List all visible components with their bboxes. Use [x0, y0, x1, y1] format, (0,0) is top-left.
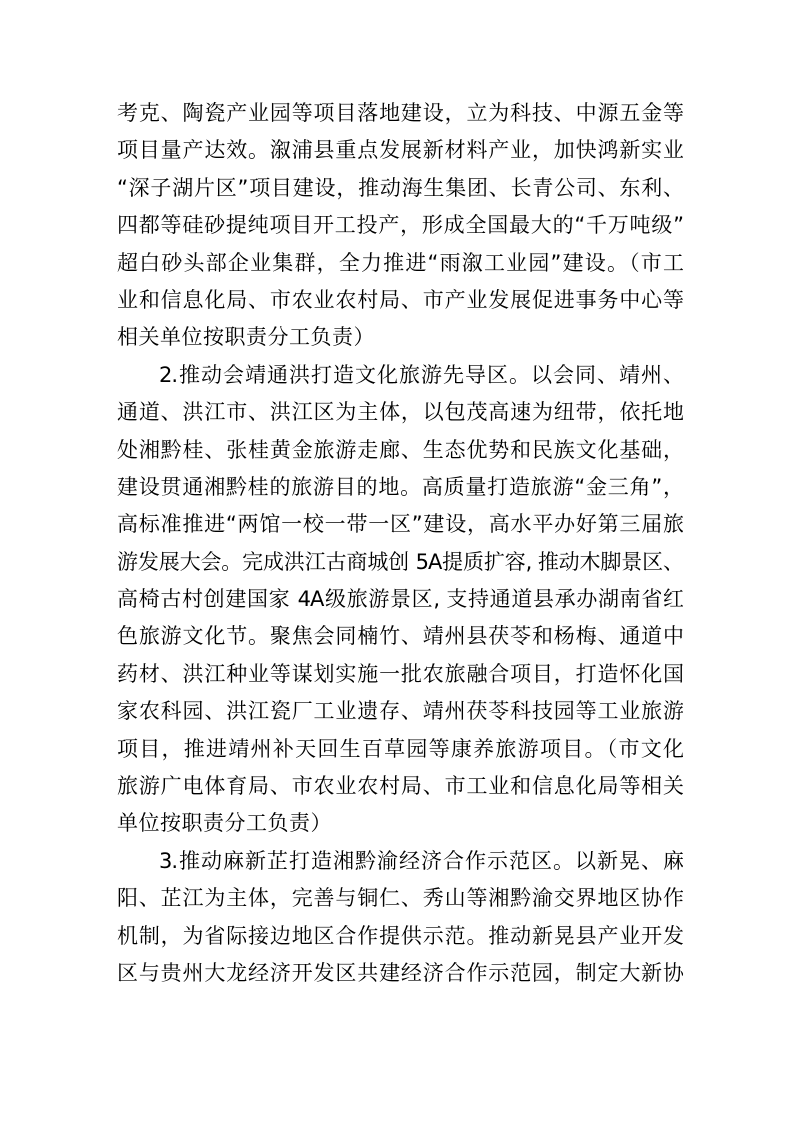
text-line: 色旅游文化节。聚焦会同楠竹、靖州县茯苓和杨梅、通道中	[117, 624, 683, 649]
text-line: 处湘黔桂、张桂黄金旅游走廊、生态优势和民族文化基础，	[117, 437, 683, 462]
text-line: 阳、芷江为主体，完善与铜仁、秀山等湘黔渝交界地区协作	[117, 886, 683, 911]
text-line: 四都等硅砂提纯项目开工投产，形成全国最大的“千万吨级”	[117, 213, 683, 238]
text-line: 项目，推进靖州补天回生百草园等康养旅游项目。（市文化	[117, 736, 683, 761]
text-line: 单位按职责分工负责）	[117, 811, 332, 836]
text-line: 相关单位按职责分工负责）	[117, 325, 375, 350]
document-body	[117, 95, 683, 992]
text-line: 游发展大会。完成洪江古商城创 5A提质扩容, 推动木脚景区、	[117, 549, 683, 574]
text-line: 药材、洪江种业等谋划实施一批农旅融合项目，打造怀化国	[117, 661, 683, 686]
text-line: 考克、陶瓷产业园等项目落地建设，立为科技、中源五金等	[117, 101, 683, 125]
paragraph	[117, 843, 683, 993]
text-line: “深子湖片区”项目建设，推动海生集团、长青公司、东利、	[117, 175, 683, 200]
paragraph	[117, 95, 683, 357]
text-line: 家农科园、洪江瓷厂工业遗存、靖州茯苓科技园等工业旅游	[117, 699, 683, 724]
text-line: 高标准推进“两馆一校一带一区”建设，高水平办好第三届旅	[117, 512, 683, 537]
text-line: 项目量产达效。溆浦县重点发展新材料产业，加快鸿新实业	[117, 138, 683, 163]
text-line: 区与贵州大龙经济开发区共建经济合作示范园，制定大新协	[117, 960, 683, 985]
text-line: 业和信息化局、市农业农村局、市产业发展促进事务中心等	[117, 287, 683, 312]
text-line: 3.推动麻新芷打造湘黔渝经济合作示范区。以新晃、麻	[159, 848, 683, 873]
text-line: 建设贯通湘黔桂的旅游目的地。高质量打造旅游“金三角”，	[117, 474, 683, 499]
text-line: 超白砂头部企业集群，全力推进“雨溆工业园”建设。（市工	[117, 250, 683, 275]
text-line: 高椅古村创建国家 4A级旅游景区, 支持通道县承办湖南省红	[117, 587, 683, 612]
text-line: 通道、洪江市、洪江区为主体，以包茂高速为纽带，依托地	[117, 400, 683, 425]
paragraph	[117, 357, 683, 843]
text-line: 旅游广电体育局、市农业农村局、市工业和信息化局等相关	[117, 774, 683, 799]
text-line: 2.推动会靖通洪打造文化旅游先导区。以会同、靖州、	[159, 362, 683, 387]
text-line: 机制，为省际接边地区合作提供示范。推动新晃县产业开发	[117, 923, 683, 948]
